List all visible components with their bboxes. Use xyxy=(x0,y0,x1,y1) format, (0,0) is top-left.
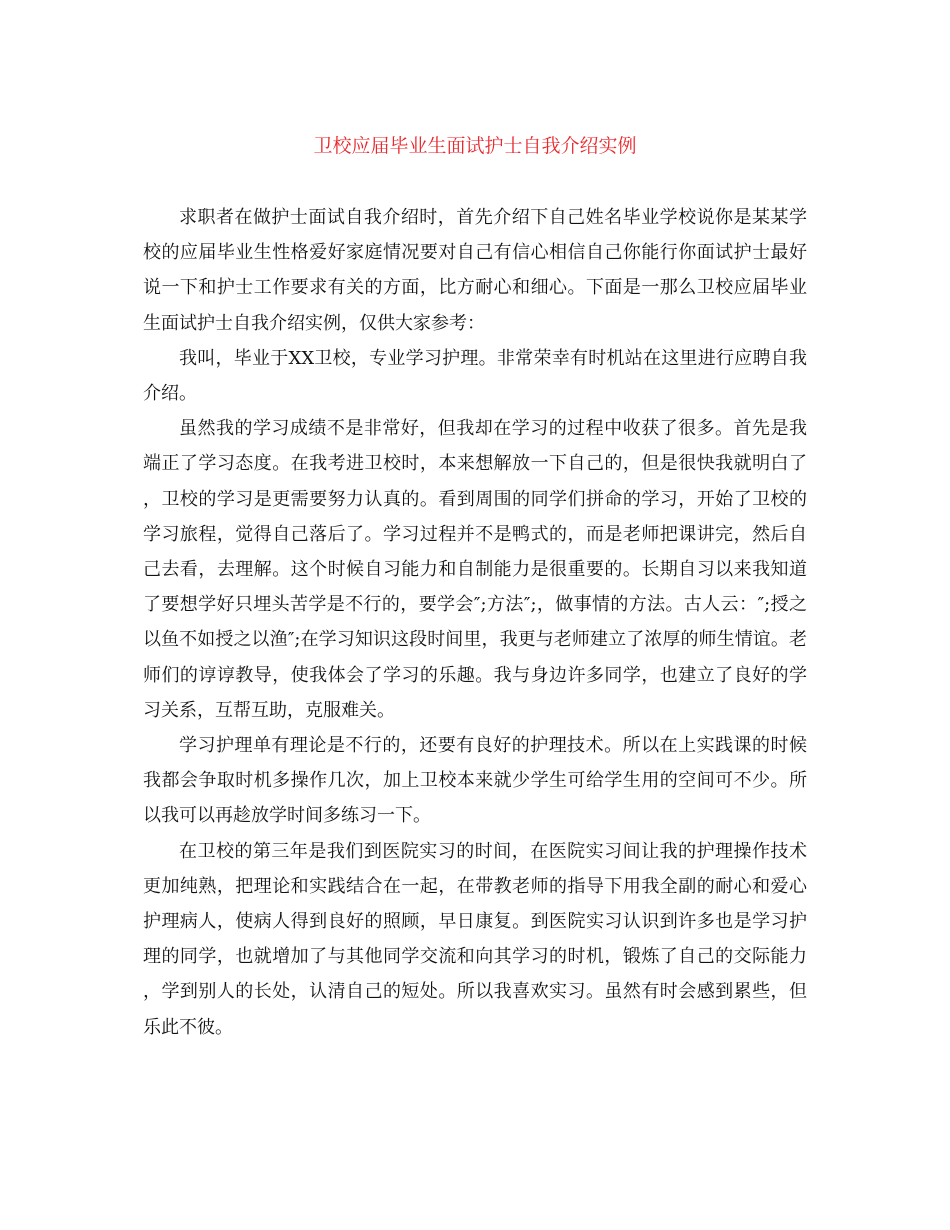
paragraph-self-introduction: 我叫，毕业于XX卫校，专业学习护理。非常荣幸有时机站在这里进行应聘自我介绍。 xyxy=(143,347,807,405)
document-body xyxy=(143,200,807,1045)
paragraph-study-experience: 虽然我的学习成绩不是非常好，但我却在学习的过程中收获了很多。首先是我端正了学习态度。在我考进卫校时，本来想解放一下自己的，但是很快我就明白了，卫校的学习是更需要努力认真的。看到周围的同学们拼命的学习，开始了卫校的学习旅程，觉得自己落后了。学习过程并不是鸭式的，而是老师把课讲完，然后自己去看，去理解。这个时候自习能力和自制能力是很重要的。长期自习以来我知道了要想学好只埋头苦学是不行的，要学会″;方法″;，做事情的方法。古人云：″;授之以鱼不如授之以渔″;在学习知识这段时间里，我更与老师建立了浓厚的师生情谊。老师们的谆谆教导，使我体会了学习的乐趣。我与身边许多同学，也建立了良好的学习关系，互帮互助，克服难关。 xyxy=(143,418,807,721)
page-title: 卫校应届毕业生面试护士自我介绍实例 xyxy=(313,135,637,157)
paragraph-intro: 求职者在做护士面试自我介绍时，首先介绍下自己姓名毕业学校说你是某某学校的应届毕业生性格爱好家庭情况要对自己有信心相信自己你能行你面试护士最好说一下和护士工作要求有关的方面，比方耐心和细心。下面是一那么卫校应届毕业生面试护士自我介绍实例，仅供大家参考： xyxy=(143,207,807,334)
paragraph-nursing-skills: 学习护理单有理论是不行的，还要有良好的护理技术。所以在上实践课的时候我都会争取时机多操作几次，加上卫校本来就少学生可给学生用的空间可不少。所以我可以再趁放学时间多练习一下。 xyxy=(143,735,807,827)
paragraph-internship: 在卫校的第三年是我们到医院实习的时间，在医院实习间让我的护理操作技术更加纯熟，把理论和实践结合在一起，在带教老师的指导下用我全副的耐心和爱心护理病人，使病人得到良好的照顾，早日康复。到医院实习认识到许多也是学习护理的同学，也就增加了与其他同学交流和向其学习的时机，锻炼了自己的交际能力，学到别人的长处，认清自己的短处。所以我喜欢实习。虽然有时会感到累些，但乐此不彼。 xyxy=(143,840,807,1038)
